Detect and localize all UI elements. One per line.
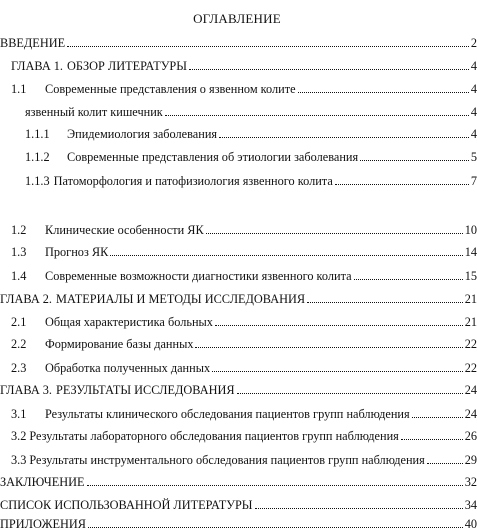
toc-entry-page: 4 [470, 127, 477, 141]
toc-entry-page: 15 [464, 269, 477, 283]
toc-entry-number: 3.3 [11, 453, 27, 467]
toc-entry-2-3[interactable] [11, 359, 477, 375]
toc-dot-leader [427, 463, 463, 464]
toc-dot-leader [237, 393, 463, 394]
toc-dot-leader [88, 527, 463, 528]
toc-entry-3-3[interactable] [11, 451, 477, 467]
toc-entry-text: ЗАКЛЮЧЕНИЕ [0, 475, 85, 489]
toc-entry-3-2[interactable] [11, 427, 477, 443]
toc-entry-page: 5 [470, 150, 477, 164]
toc-entry-text: Обработка полученных данных [45, 361, 211, 375]
toc-entry-text: ВВЕДЕНИЕ [0, 36, 66, 50]
toc-dot-leader [255, 508, 463, 509]
toc-entry-chapter-1[interactable] [11, 57, 477, 73]
toc-entry-number: 1.4 [11, 269, 27, 283]
toc-entry-1-4[interactable] [11, 267, 477, 283]
toc-entry-text: язвенный колит кишечник [25, 105, 163, 119]
toc-entry-text: Результаты лабораторного обследования пациентов групп наблюдения [29, 429, 399, 443]
toc-entry-number: ГЛАВА 1. [11, 59, 64, 73]
toc-entry-1-3[interactable] [11, 243, 477, 259]
toc-entry-text: РЕЗУЛЬТАТЫ ИССЛЕДОВАНИЯ [56, 383, 235, 397]
toc-entry-1-1-1[interactable] [25, 125, 477, 141]
toc-entry-text: Патоморфология и патофизиология язвенного колита [53, 174, 333, 188]
toc-entry-number: 3.1 [11, 407, 27, 421]
toc-entry-2-2[interactable] [11, 335, 477, 351]
toc-dot-leader [212, 371, 463, 372]
toc-dot-leader [189, 69, 469, 70]
toc-entry-text: Формирование базы данных [45, 337, 194, 351]
toc-entry-page: 26 [464, 429, 477, 443]
toc-entry-text: Эпидемиология заболевания [67, 127, 218, 141]
toc-entry-page: 4 [470, 59, 477, 73]
toc-entry-number: 2.1 [11, 315, 27, 329]
toc-dot-leader [298, 92, 469, 93]
toc-entry-page: 32 [464, 475, 477, 489]
toc-entry-1-1-2[interactable] [25, 148, 477, 164]
toc-entry-page: 40 [464, 517, 477, 531]
toc-entry-text: Общая характеристика больных [45, 315, 213, 329]
toc-dot-leader [412, 417, 463, 418]
toc-entry-number: 1.1.2 [25, 150, 50, 164]
toc-entry-page: 29 [464, 453, 477, 467]
toc-entry-text: Современные представления о язвенном колите [45, 82, 296, 96]
toc-dot-leader [219, 137, 469, 138]
toc-entry-conclusion[interactable] [0, 473, 477, 489]
toc-entry-3-1[interactable] [11, 405, 477, 421]
toc-dot-leader [206, 233, 463, 234]
toc-dot-leader [401, 439, 463, 440]
toc-entry-number: 2.3 [11, 361, 27, 375]
toc-entry-page: 24 [464, 383, 477, 397]
toc-entry-number: 1.3 [11, 245, 27, 259]
toc-dot-leader [195, 347, 462, 348]
toc-entry-page: 22 [464, 361, 477, 375]
toc-dot-leader [354, 279, 463, 280]
toc-dot-leader [110, 255, 462, 256]
toc-entry-chapter-2[interactable] [0, 290, 477, 306]
toc-entry-page: 14 [464, 245, 477, 259]
toc-entry-keywords[interactable] [25, 103, 477, 119]
toc-entry-page: 2 [470, 36, 477, 50]
toc-entry-page: 10 [464, 223, 477, 237]
toc-entry-number: 3.2 [11, 429, 27, 443]
toc-entry-page: 4 [470, 82, 477, 96]
toc-entry-text: Клинические особенности ЯК [45, 223, 204, 237]
toc-dot-leader [307, 302, 463, 303]
toc-entry-chapter-3[interactable] [0, 381, 477, 397]
toc-title: ОГЛАВЛЕНИЕ [193, 11, 281, 26]
toc-entry-1-2[interactable] [11, 221, 477, 237]
toc-entry-appendices[interactable] [0, 517, 477, 531]
toc-entry-number: 1.1.3 [25, 174, 50, 188]
toc-entry-page: 22 [464, 337, 477, 351]
toc-entry-text: Результаты инструментального обследования пациентов групп наблюдения [29, 453, 425, 467]
toc-entry-introduction[interactable] [0, 34, 477, 50]
toc-entry-page: 21 [464, 292, 477, 306]
toc-entry-1-1-3[interactable] [25, 172, 477, 188]
toc-entry-page: 21 [464, 315, 477, 329]
toc-entry-number: ГЛАВА 3. [0, 383, 53, 397]
toc-entry-text: Прогноз ЯК [45, 245, 109, 259]
toc-dot-leader [87, 485, 463, 486]
toc-entry-page: 7 [470, 174, 477, 188]
toc-entry-text: СПИСОК ИСПОЛЬЗОВАННОЙ ЛИТЕРАТУРЫ [0, 498, 253, 512]
toc-entry-text: МАТЕРИАЛЫ И МЕТОДЫ ИССЛЕДОВАНИЯ [56, 292, 306, 306]
toc-dot-leader [360, 160, 469, 161]
toc-entry-number: 2.2 [11, 337, 27, 351]
toc-entry-number: ГЛАВА 2. [0, 292, 53, 306]
toc-dot-leader [335, 184, 469, 185]
toc-entry-page: 4 [470, 105, 477, 119]
toc-entry-number: 1.2 [11, 223, 27, 237]
toc-entry-references[interactable] [0, 496, 477, 512]
toc-dot-leader [67, 46, 469, 47]
toc-entry-page: 24 [464, 407, 477, 421]
toc-entry-text: Современные возможности диагностики язвенного колита [45, 269, 352, 283]
toc-entry-1-1[interactable] [11, 80, 477, 96]
toc-entry-text: Результаты клинического обследования пациентов групп наблюдения [45, 407, 410, 421]
toc-entry-page: 34 [464, 498, 477, 512]
toc-entry-text: ОБЗОР ЛИТЕРАТУРЫ [67, 59, 187, 73]
toc-entry-text: ПРИЛОЖЕНИЯ [0, 517, 87, 531]
toc-entry-number: 1.1.1 [25, 127, 50, 141]
toc-dot-leader [215, 325, 463, 326]
toc-entry-number: 1.1 [11, 82, 27, 96]
toc-entry-text: Современные представления об этиологии заболевания [67, 150, 359, 164]
toc-entry-2-1[interactable] [11, 313, 477, 329]
toc-dot-leader [165, 115, 469, 116]
